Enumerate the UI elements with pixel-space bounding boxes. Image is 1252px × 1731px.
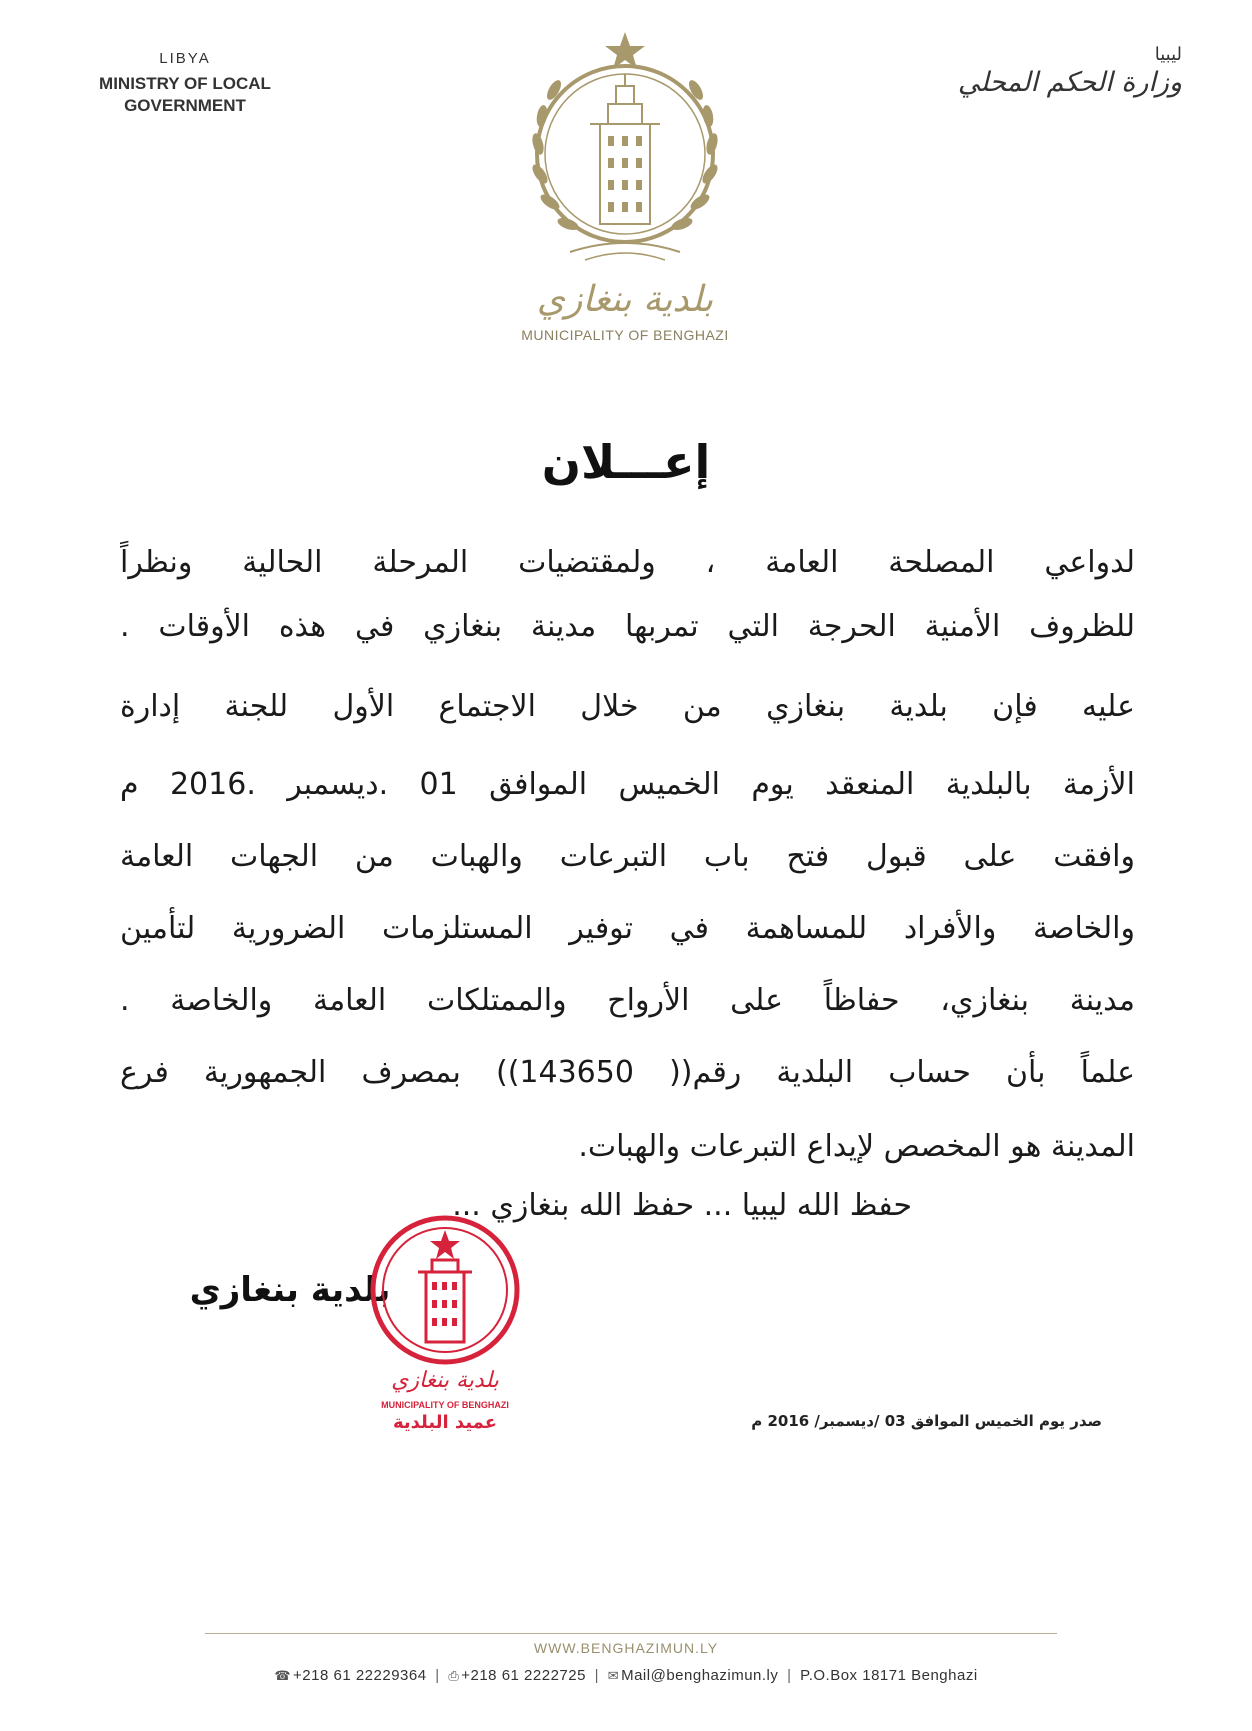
footer-divider [205, 1633, 1057, 1634]
ministry-name-line2: GOVERNMENT [124, 96, 246, 115]
footer-fax: +218 61 2222725 [461, 1667, 586, 1684]
stamp-title: عميد البلدية [392, 1412, 498, 1433]
emblem-name-ar: بلدية بنغازي [536, 279, 714, 320]
body-line-1: لدواعي المصلحة العامة ، ولمقتضيات المرحلة الحالية ونظراً [120, 545, 1135, 580]
body-line-2: للظروف الأمنية الحرجة التي تمربها مدينة بنغازي في هذه الأوقات . [120, 609, 1135, 644]
body-line-8: علماً بأن حساب البلدية رقم(( 143650)) بمصرف الجمهورية فرع [120, 1055, 1135, 1090]
footer-pobox: P.O.Box 18171 Benghazi [800, 1667, 978, 1684]
footer-mail: Mail@benghazimun.ly [621, 1667, 779, 1684]
body-line-9: المدينة هو المخصص لإيداع التبرعات والهبات. [578, 1129, 1135, 1164]
municipality-emblem [500, 24, 750, 344]
footer-phone: +218 61 22229364 [293, 1667, 427, 1684]
issue-date: صدر يوم الخميس الموافق 03 /ديسمبر/ 2016 م [751, 1412, 1102, 1430]
footer-separator: | [787, 1667, 792, 1684]
country-label-en: LIBYA [159, 50, 211, 67]
emblem-logo-icon [500, 24, 750, 274]
body-line-4: الأزمة بالبلدية المنعقد يوم الخميس الموافق 01 .ديسمبر .2016 م [120, 767, 1135, 802]
body-line-5: وافقت على قبول فتح باب التبرعات والهبات من الجهات العامة [120, 839, 1135, 874]
body-line-3: عليه فإن بلدية بنغازي من خلال الاجتماع الأول للجنة إدارة [120, 689, 1135, 724]
phone-icon: ☎ [274, 1668, 292, 1683]
stamp-name-en: MUNICIPALITY OF BENGHAZI [381, 1400, 509, 1410]
stamp-name-ar: بلدية بنغازي [391, 1368, 499, 1393]
ministry-name-ar: وزارة الحكم المحلي [957, 67, 1182, 98]
footer-separator: | [594, 1667, 600, 1684]
ministry-header-ar [952, 44, 1182, 98]
ministry-header-en [70, 50, 300, 117]
footer-website: WWW.BENGHAZIMUN.LY [533, 1640, 719, 1656]
footer-separator: | [435, 1667, 440, 1684]
document-title: إعـــلان [541, 435, 711, 489]
stamp-seal-icon [360, 1210, 530, 1370]
emblem-name-en: MUNICIPALITY OF BENGHAZI [521, 327, 729, 343]
country-label-ar: ليبيا [1154, 44, 1182, 65]
official-stamp [360, 1210, 530, 1433]
body-line-6: والخاصة والأفراد للمساهمة في توفير المستلزمات الضرورية لتأمين [120, 911, 1135, 946]
fax-icon: ⎙ [448, 1668, 460, 1683]
footer-contacts [0, 1667, 1252, 1684]
mail-icon: ✉ [607, 1668, 620, 1683]
ministry-name-line1: MINISTRY OF LOCAL [99, 74, 271, 93]
body-line-7: مدينة بنغازي، حفاظاً على الأرواح والممتلكات العامة والخاصة . [120, 983, 1135, 1018]
signer-name: بلدية بنغازي [189, 1270, 391, 1310]
closing-phrase: حفظ الله ليبيا ... حفظ الله بنغازي ... [452, 1188, 912, 1223]
